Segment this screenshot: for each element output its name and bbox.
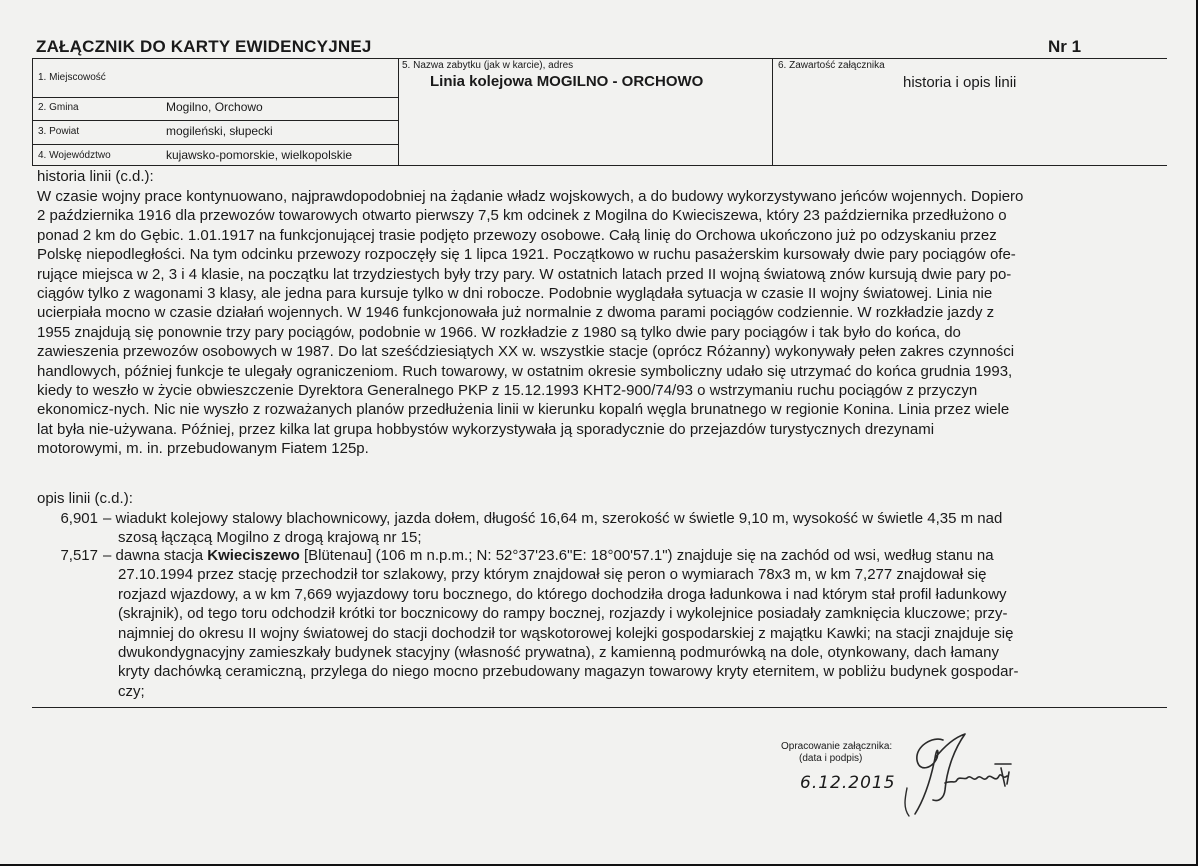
station-name: Kwieciszewo: [207, 547, 300, 564]
entry-line: najmniej do okresu II wojny światowej do stacji dochodził tor wąskotorowej kolejki gospodarskiej z majątku Kawki; na stacji znajduje się: [118, 624, 1014, 642]
history-line: Polskę niepodległości. Na tym odcinku przewozy rozpoczęły się 1 lipca 1921. Początkowo w ruchu pasażerskim kursowały dwie pary pociągów ofe-: [37, 246, 1016, 264]
field-monument-value: Linia kolejowa MOGILNO - ORCHOWO: [430, 73, 704, 90]
entry-line: 27.10.1994 przez stację przechodził tor szlakowy, przy którym znajdował się peron o wymiarach 78x3 m, w km 7,277 znajdował się: [118, 566, 987, 584]
history-heading: historia linii (c.d.):: [37, 168, 154, 185]
entry-first-line: [103, 546, 1143, 565]
grid-left-border: [32, 58, 33, 166]
entry-first-rest: [Blütenau] (106 m n.p.m.; N: 52°37'23.6"E: 18°00'57.1") znajduje się na zachód od wsi, według stanu na: [299, 547, 994, 564]
description-heading: opis linii (c.d.):: [37, 490, 133, 507]
signature-label: Opracowanie załącznika:: [781, 741, 893, 752]
history-line: ucierpiała mocno w czasie działań wojennych. W 1946 funkcjonowała już normalnie z dwoma parami pociągów codziennie. W rozkładzie jazdy z: [37, 304, 995, 322]
field-monument-label: 5. Nazwa zabytku (jak w karcie), adres: [402, 60, 574, 71]
field-content-label: 6. Zawartość załącznika: [778, 60, 885, 71]
attachment-number: Nr 1: [1048, 37, 1082, 56]
history-line: W czasie wojny prace kontynuowano, najprawdopodobniej na żądanie władz wojskowych, a do budowy wykorzystywano jeńców wojennych. Dopiero: [37, 188, 1024, 205]
grid-divider-2: [772, 58, 773, 166]
entry-line: szosą łączącą Mogilno z drogą krajową nr 15;: [118, 529, 422, 547]
entry-text: [103, 509, 1002, 548]
handwritten-date: 6.12.2015: [800, 773, 896, 793]
field-locality-label: 1. Miejscowość: [38, 72, 106, 83]
entry-line: dwukondygnacyjny zamieszkały budynek stacyjny (własność prywatna), z kamienną podmurówką na dole, otynkowany, dach łamany: [118, 644, 999, 662]
header-rule: [32, 58, 1167, 59]
field-commune-value: Mogilno, Orchowo: [166, 100, 263, 114]
field-commune-label: 2. Gmina: [38, 102, 79, 113]
entry-km: 7,517: [60, 547, 98, 564]
history-line: ciągów tylko z wagonami 3 klasy, ale jedna para kursuje tylko w dni robocze. Podobnie wyglądała sytuacja w czasie II wojny światowej. Linia nie: [37, 285, 993, 303]
history-line: rujące miejsca w 2, 3 i 4 klasie, na początku lat trzydziestych były trzy pary. W ostatnich latach przed II wojną światową znów kursują dwie pary po-: [37, 265, 1012, 283]
grid-spacer: [150, 97, 151, 165]
field-district-value: mogileński, słupecki: [166, 124, 273, 138]
grid-rule-2: [32, 120, 398, 121]
entry-text: [103, 546, 1143, 701]
field-district-label: 3. Powiat: [38, 126, 80, 137]
field-voivodeship-value: kujawsko-pomorskie, wielkopolskie: [166, 148, 353, 162]
history-text: [37, 187, 1167, 459]
entry-line: – wiadukt kolejowy stalowy blachownicowy, jazda dołem, długość 16,64 m, szerokość w świetle 9,10 m, wysokość w świetle 4,35 m nad: [103, 510, 1003, 527]
field-content-value: historia i opis linii: [903, 74, 1017, 91]
entry-line: czy;: [118, 682, 145, 700]
entry-km: 6,901: [60, 510, 98, 527]
signature-sublabel: (data i podpis): [799, 753, 863, 764]
grid-divider-1: [398, 58, 399, 166]
form-title: ZAŁĄCZNIK DO KARTY EWIDENCYJNEJ: [36, 37, 372, 56]
grid-rule-1: [32, 97, 398, 98]
handwritten-signature: [895, 728, 1035, 823]
grid-rule-3: [32, 144, 398, 145]
history-line: ponad 2 km do Gębic. 1.01.1917 na funkcjonującej trasie podjęto przewozy osobowe. Całą linię do Orchowa ukończono już po odzyskaniu przez: [37, 226, 997, 244]
field-voivodeship-label: 4. Województwo: [38, 150, 111, 161]
footer-rule: [32, 707, 1167, 708]
entry-line: rozjazd wjazdowy, a w km 7,669 wyjazdowy toru bocznego, do którego dochodziła droga ładunkowa i nad którym stał profil ładunkowy: [118, 585, 1007, 603]
history-line: ekonomicz-nych. Nic nie wyszło z rozważanych planów przedłużenia linii w kierunku kopalń węgla brunatnego w regionie Konina. Linia przez wiele: [37, 401, 1010, 419]
entry-line: (skrajnik), od tego toru odchodził krótki tor bocznicowy do rampy bocznej, rozjazdy i wykolejnice posiadały zamknięcia kluczowe; przy-: [118, 605, 1008, 623]
history-line: 1955 znajdują się ponownie trzy pary pociągów, podobnie w 1966. W rozkładzie z 1980 są tylko dwie pary pociągów i tak było do końca, do: [37, 323, 961, 341]
history-line: lat była nie-używana. Później, przez kilka lat grupa hobbystów wykorzystywała ją sporadycznie do przejazdów turystycznych drezynami: [37, 420, 935, 438]
history-line: zawieszenia przewozów osobowych w 1987. Do lat sześćdziesiątych XX w. wszystkie stacje (oprócz Różanny) wykonywały pełen zakres czynności: [37, 343, 1015, 361]
history-line: 2 października 1916 dla przewozów towarowych otwarto pierwszy 7,5 km odcinek z Mogilna do Kwieciszewa, który 23 października przedłużono o: [37, 207, 1007, 225]
entry-prefix: – dawna stacja: [103, 547, 208, 564]
grid-rule-bottom: [32, 165, 1167, 166]
entry-line: kryty dachówką ceramiczną, przylega do niego mocno przebudowany magazyn towarowy kryty eternitem, w pobliżu budynek gospodar-: [118, 663, 1019, 681]
history-line: motorowymi, m. in. przebudowanym Fiatem 125p.: [37, 440, 369, 458]
history-line: handlowych, później funkcje te ulegały ograniczeniom. Ruch towarowy, w ostatnim okresie symboliczny udało się utrzymać do końca grudnia 1993,: [37, 362, 1013, 380]
history-line: kiedy to weszło w życie obwieszczenie Dyrektora Generalnego PKP z 15.12.1993 KHT2-900/74/93 o wstrzymaniu ruchu pociągów z przyczyn: [37, 382, 978, 400]
